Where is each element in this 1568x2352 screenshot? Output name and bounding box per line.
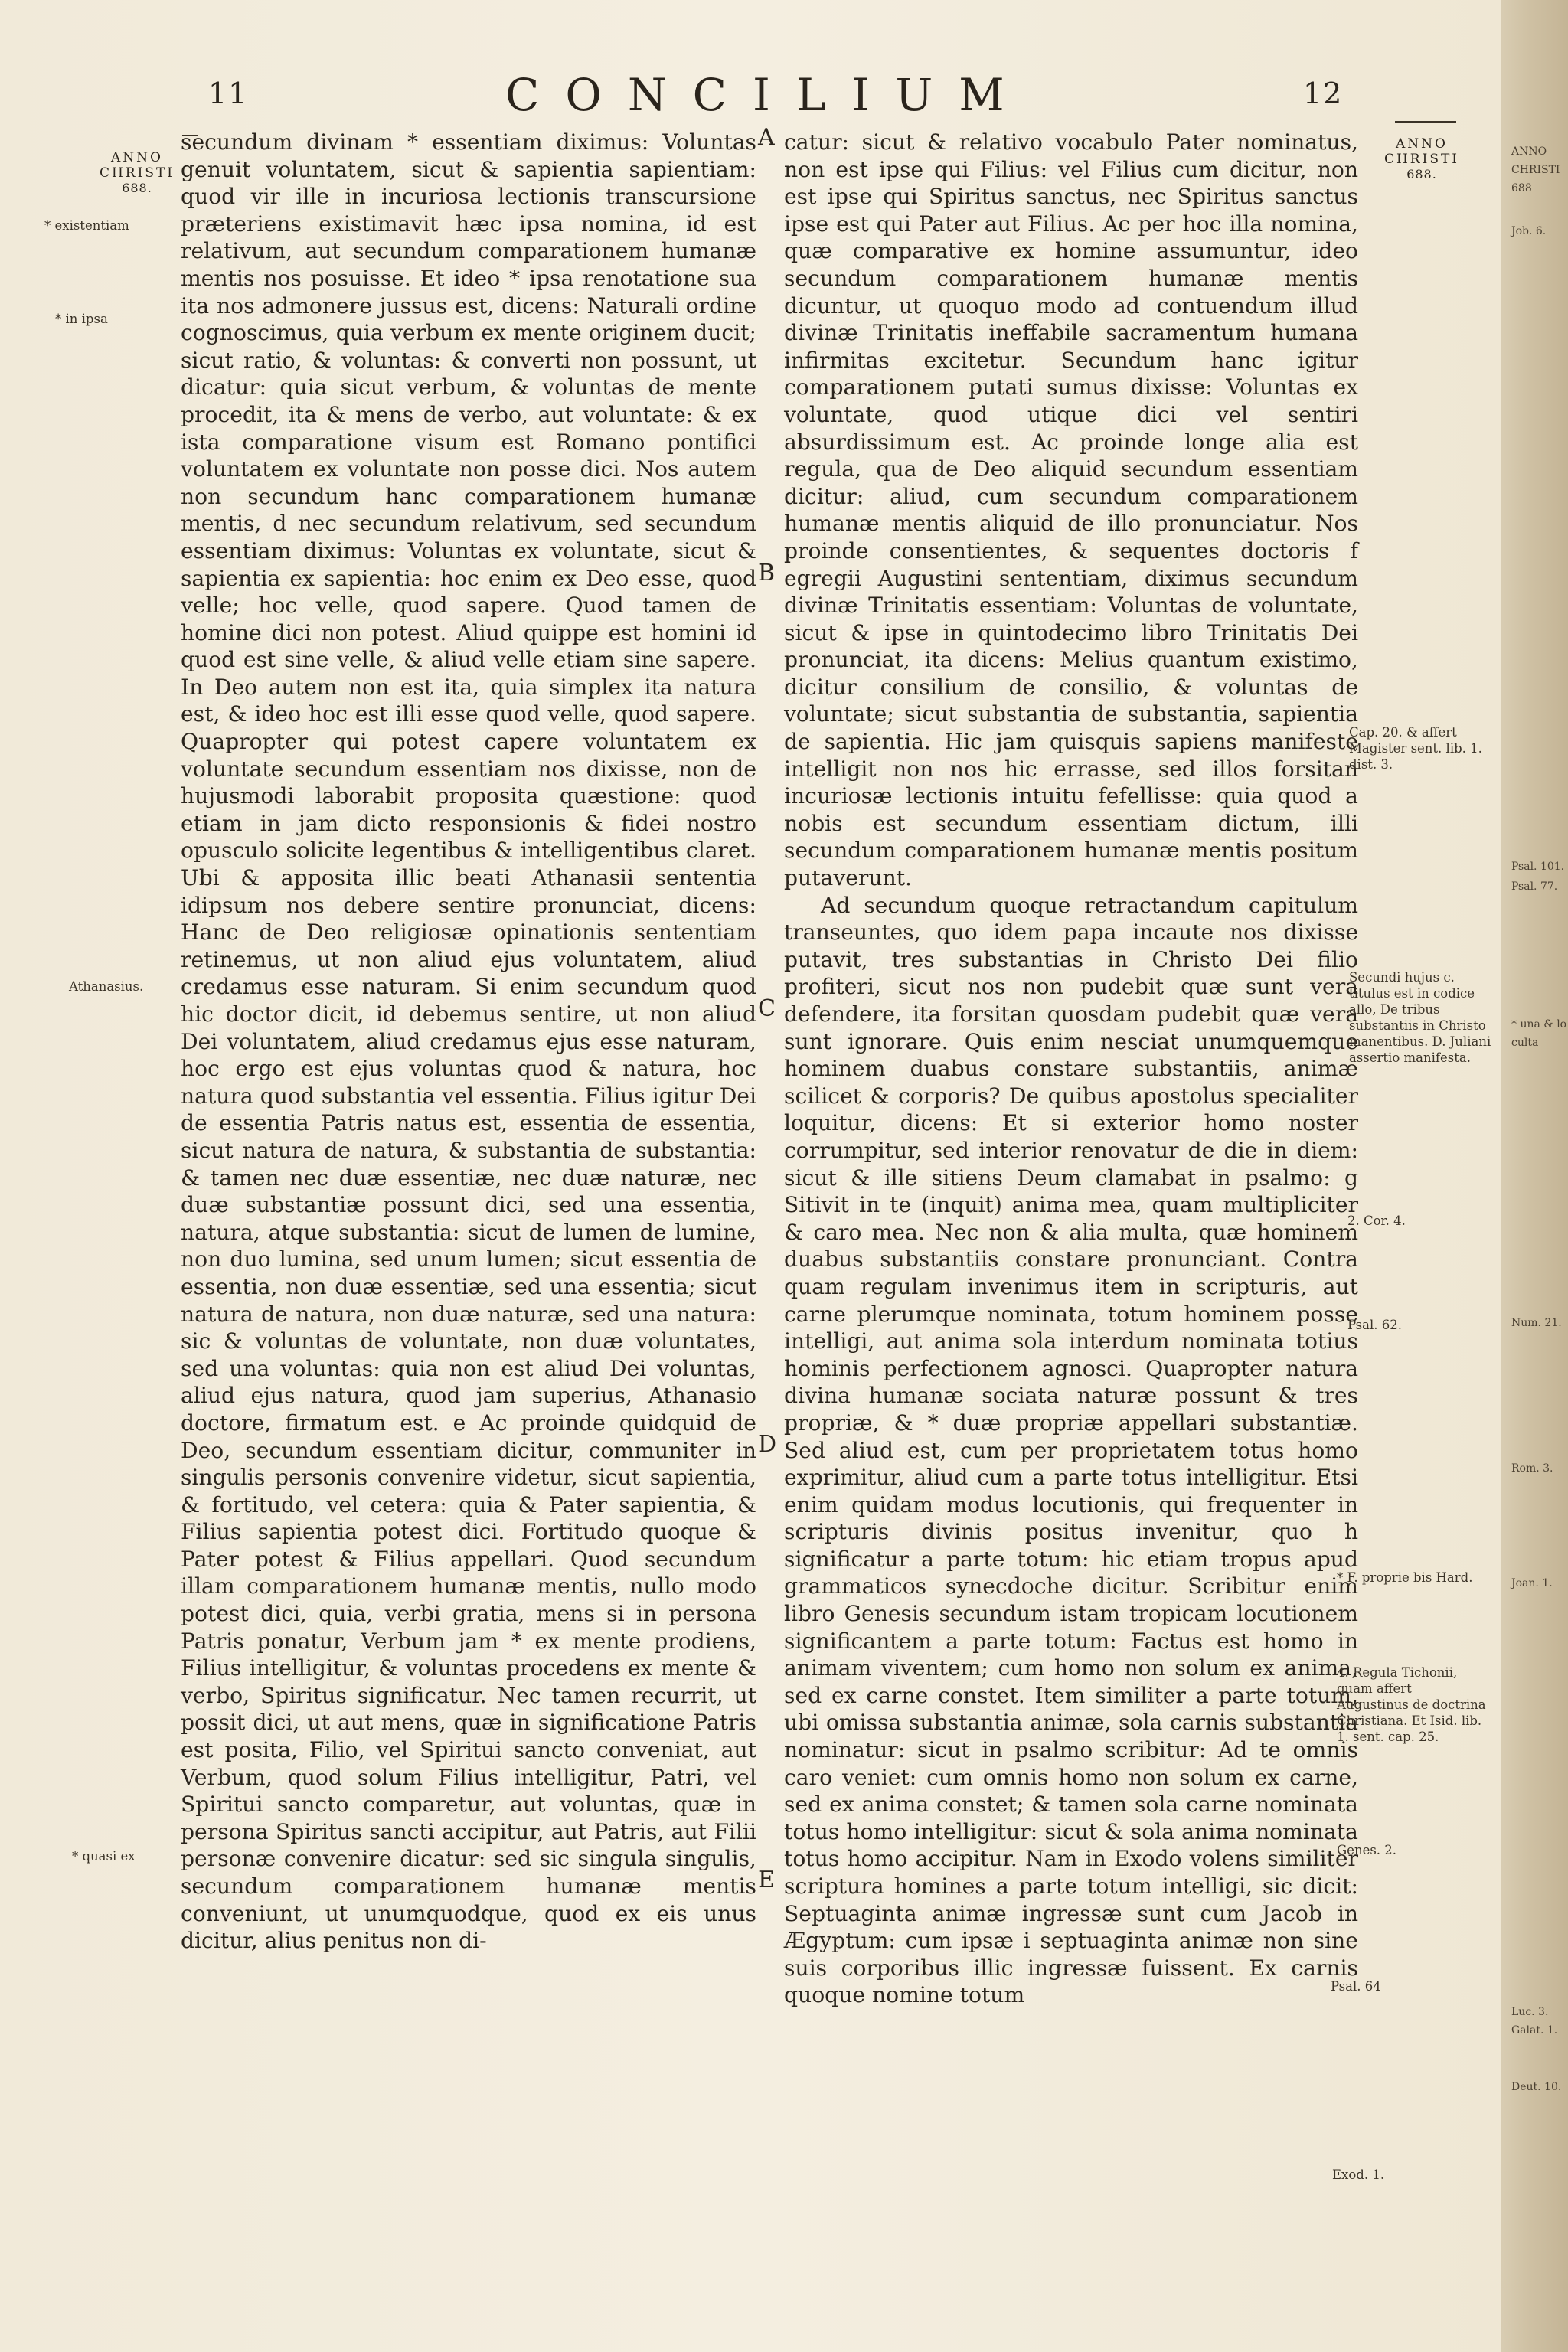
right-margin-note: Psal. 62. bbox=[1348, 1318, 1402, 1332]
edge-note: Psal. 77. bbox=[1511, 880, 1558, 893]
anno-label: ANNO bbox=[111, 150, 163, 165]
anno-christi-right bbox=[1364, 136, 1479, 182]
year-label: 688. bbox=[1406, 167, 1437, 181]
page-number-left: 11 bbox=[208, 77, 249, 110]
left-margin-note: * existentiam bbox=[44, 218, 129, 233]
paragraph: secundum divinam * essentiam diximus: Voluntas genuit voluntatem, sicut & sapientia sapientiam: quod vir ille in incuriosa lectionis transcursione præteriens existimavit hæc ipsa nomina, id est relativum, aut secundum comparationem humanæ mentis nos posuisse. Et ideo * ipsa renotatione sua ita nos admonere jussus est, dicens: Naturali ordine cognoscimus, quia verbum ex mente originem ducit; sicut ratio, & voluntas: & converti non possunt, ut dicatur: quia sicut verbum, & voluntas de mente procedit, ita & mens de verbo, aut voluntate: & ex ista comparatione visum est Romano pontifici voluntatem ex voluntate non posse dici. Nos autem non secundum hanc comparationem humanæ mentis, d nec secundum relativum, sed secundum essentiam diximus: Voluntas ex voluntate, sicut & sapientia ex sapientia: hoc enim ex Deo esse, quod velle; hoc velle, quod sapere. Quod tamen de homine dici non potest. Aliud quippe est homini id quod est sine velle, & aliud velle etiam sine sapere. In Deo autem non est ita, quia simplex ita natura est, & ideo hoc est illi esse quod velle, quod sapere. Quapropter qui potest capere voluntatem ex voluntate secundum essentiam nos dixisse, non de hujusmodi laborabit proposita quæstione: quod etiam in jam dicto responsionis & fidei nostro opusculo solicite legentibus & intelligentibus claret. Ubi & apposita illic beati Athanasii sententia idipsum nos debere sentire pronunciat, dicens: Hanc de Deo religiosæ opinationis sententiam retinemus, ut non aliud ejus voluntatem, aliud credamus esse naturam. Si enim secundum quod hic doctor dicit, id debemus sentire, ut non aliud Dei voluntatem, aliud credamus ejus esse naturam, hoc ergo est ejus voluntas quod & natura, hoc natura quod substantia vel essentia. Filius igitur Dei de essentia Patris natus est, essentia de essentia, sicut natura de natura, & substantia de substantia: & tamen nec duæ essentiæ, nec duæ naturæ, nec duæ substantiæ possunt dici, sed una essentia, natura, atque substantia: sicut de lumen de lumine, non duo lumina, sed unum lumen; sicut essentia de essentia, non duæ essentiæ, sed una essentia; sicut natura de natura, non duæ naturæ, sed una natura: sic & voluntas de voluntate, non duæ voluntates, sed una voluntas: quia non est aliud Dei voluntas, aliud ejus natura, quod jam superius, Athanasio doctore, firmatum est. e Ac proinde quidquid de Deo, secundum essentiam dicitur, communiter in singulis personis convenire videtur, sicut sapientia, & fortitudo, vel cetera: quia & Pater sapientia, & Filius sapientia potest dici. Fortitudo quoque & Pater potest & Filius appellari. Quod secundum illam comparationem humanæ mentis, nullo modo potest dici, quia, verbi gratia, mens si in persona Patris ponatur, Verbum jam * ex mente prodiens, Filius intelligitur, & voluntas procedens ex mente & verbo, Spiritus significatur. Nec tamen recurrit, ut possit dici, ut aut mens, quæ in significatione Patris est posita, Filio, vel Spiritui sancto conveniat, aut Verbum, quod solum Filius intelligitur, Patri, vel Spiritui sancto comparetur, aut voluntas, quæ in persona Spiritus sancti accipitur, aut Patris, aut Filii personæ convenire dicatur: sed sic singula singulis, secundum comparationem humanæ mentis conveniunt, ut unumquodque, quod ex eis unus dicitur, alius penitus non di- bbox=[181, 129, 756, 1954]
section-letter-d: D bbox=[758, 1431, 777, 1458]
right-margin-note: Exod. 1. bbox=[1332, 2167, 1385, 2182]
right-margin-note: Secundi hujus c. titulus est in codice allo, De tribus substantiis in Christo manentibus. D. Juliani assertio manifesta. bbox=[1349, 970, 1491, 1065]
edge-note: Joan. 1. bbox=[1511, 1577, 1553, 1589]
left-margin-note: Athanasius. bbox=[69, 979, 144, 994]
section-letter-b: B bbox=[758, 560, 776, 586]
edge-note: * una & lo bbox=[1511, 1018, 1567, 1031]
christi-label: CHRISTI bbox=[99, 165, 175, 181]
right-margin-note: 4. Regula Tichonii, quam affert Augustinus de doctrina Christiana. Et Isid. lib. 1. sent. cap. 25. bbox=[1337, 1665, 1486, 1744]
right-margin-note: Genes. 2. bbox=[1337, 1843, 1397, 1857]
paragraph: catur: sicut & relativo vocabulo Pater nominatus, non est ipse qui Filius: vel Filius cum dicitur, non est ipse qui Spiritus sanctus, nec Spiritus sanctus ipse est qui Pater aut Filius. Ac per hoc illa nomina, quæ comparative ex homine assumuntur, ideo secundum comparationem humanæ mentis dicuntur, ut quoquo modo ad contuendum illud divinæ Trinitatis ineffabile sacramentum humana infirmitas excitetur. Secundum hanc igitur comparationem putati sumus dixisse: Voluntas ex voluntate, quod utique dici vel sentiri absurdissimum est. Ac proinde longe alia est regula, qua de Deo aliquid secundum essentiam dicitur: aliud, cum secundum comparationem humanæ mentis aliquid de illo pronunciatur. Nos proinde consentientes, & sequentes doctoris f egregii Augustini sententiam, diximus secundum divinæ Trinitatis essentiam: Voluntas de voluntate, sicut & ipse in quintodecimo libro Trinitatis Dei pronunciat, ita dicens: Melius quantum existimo, dicitur consilium de consilio, & voluntas de voluntate; sicut substantia de substantia, sapientia de sapientia. Hic jam quisquis sapiens manifeste intelligit non nos hic errasse, sed illos forsitan incuriosæ lectionis intuitu fefellisse: quia quod a nobis est secundum essentiam dictum, illi secundum comparationem humanæ mentis positum putaverunt. bbox=[784, 129, 1358, 891]
section-letter-c: C bbox=[758, 995, 776, 1022]
edge-note: 688 bbox=[1511, 182, 1532, 194]
anno-christi-left bbox=[80, 150, 194, 196]
right-margin-note: * F. proprie bis Hard. bbox=[1337, 1570, 1473, 1585]
left-text-column bbox=[181, 129, 756, 1955]
edge-note: Deut. 10. bbox=[1511, 2081, 1562, 2093]
page-number-right: 12 bbox=[1303, 77, 1344, 110]
facing-page-edge bbox=[1501, 0, 1568, 2352]
section-letter-a: A bbox=[758, 124, 775, 151]
left-margin-note: * quasi ex bbox=[72, 1849, 136, 1864]
edge-note: Rom. 3. bbox=[1511, 1462, 1553, 1475]
right-text-column bbox=[784, 129, 1358, 2009]
page-title: CONCILIUM bbox=[505, 69, 1031, 121]
christi-label: CHRISTI bbox=[1383, 152, 1460, 167]
edge-note: Job. 6. bbox=[1511, 225, 1547, 237]
right-margin-note: Psal. 64 bbox=[1331, 1979, 1381, 1994]
edge-note: Galat. 1. bbox=[1511, 2024, 1558, 2037]
edge-note: Psal. 101. bbox=[1511, 861, 1565, 873]
edge-note: ANNO bbox=[1511, 145, 1547, 158]
paragraph: Ad secundum quoque retractandum capitulum transeuntes, quo idem papa incaute nos dixisse putavit, tres substantias in Christo Dei filio profiteri, sicut nos non pudebit quæ sunt vera defendere, ita forsitan quosdam pudebit quæ vera sunt ignorare. Quis enim nesciat unumquemque hominem duabus constare substantiis, animæ scilicet & corporis? De quibus apostolus specialiter loquitur, dicens: Et si exterior homo noster corrumpitur, sed interior renovatur de die in diem: sicut & ille sitiens Deum clamabat in psalmo: g Sitivit in te (inquit) anima mea, quam multipliciter & caro mea. Nec non & alia multa, quæ hominem duabus substantiis constare pronunciant. Contra quam regulam invenimus item in scripturis, aut carne plerumque nominata, totum hominem posse intelligi, aut anima sola interdum nominata totius hominis perfectionem agnosci. Quapropter natura divina humanæ sociata naturæ possunt & tres propriæ, & * duæ propriæ appellari substantiæ. Sed aliud est, cum per proprietatem totus homo exprimitur, aliud cum a parte totus intelligitur. Etsi enim quidam modus locutionis, qui frequenter in scripturis divinis positus invenitur, quo h significatur a parte totum: hic etiam tropus apud grammaticos synecdoche dicitur. Scribitur enim libro Genesis secundum istam tropicam locutionem significantem a parte totum: Factus est homo in animam viventem; cum homo non solum ex anima, sed ex carne constet. Item similiter a parte totum, ubi omissa substantia animæ, sola carnis substantia nominatur: sicut in psalmo scribitur: Ad te omnis caro veniet: cum omnis homo non solum ex carne, sed ex anima constet; & tamen sola carne nominata totus homo intelligitur: sicut & sola anima nominata totus homo accipitur. Nam in Exodo volens similiter scriptura homines a parte totum intelligi, sic dicit: Septuaginta animæ ingressæ sunt cum Jacob in Ægyptum: cum ipsæ i septuaginta animæ non sine suis corporibus illic ingressæ fuissent. Ex carnis quoque nomine totum bbox=[784, 892, 1358, 2008]
edge-note: Num. 21. bbox=[1511, 1317, 1562, 1329]
right-margin-note: Cap. 20. & affert Magister sent. lib. 1. dist. 3. bbox=[1349, 725, 1482, 772]
year-label: 688. bbox=[122, 181, 152, 195]
header-rule-right bbox=[1395, 121, 1456, 122]
edge-note: CHRISTI bbox=[1511, 164, 1560, 176]
running-head bbox=[0, 69, 1501, 121]
anno-label: ANNO bbox=[1396, 136, 1448, 152]
edge-note: Luc. 3. bbox=[1511, 2006, 1549, 2018]
edge-note: culta bbox=[1511, 1037, 1539, 1049]
right-margin-note: 2. Cor. 4. bbox=[1348, 1214, 1406, 1228]
left-margin-note: * in ipsa bbox=[55, 312, 108, 326]
section-letter-e: E bbox=[758, 1867, 775, 1893]
